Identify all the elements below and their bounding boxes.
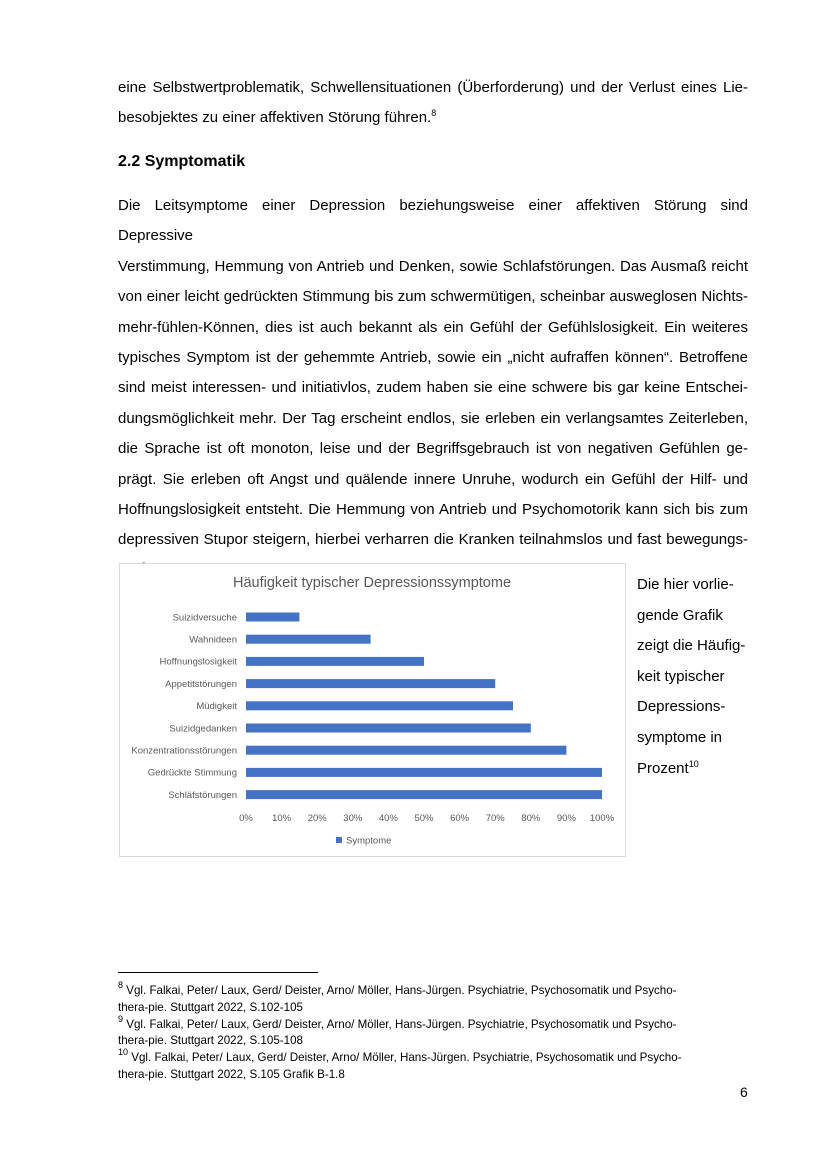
caption-line: gende Grafik — [637, 606, 723, 624]
caption-line-last: Prozent$^{10}$ — [637, 758, 699, 777]
footnote-10 — [118, 1047, 748, 1084]
category-label: Wahnideen — [189, 634, 237, 646]
body-line: sind meist interessen- und initiativlos, zudem haben sie eine schwere bis gar keine Entschei- — [118, 379, 748, 397]
bar-suizidgedanken — [246, 724, 531, 733]
body-line: typisches Symptom ist der gehemmte Antrieb, sowie ein „nicht aufraffen können“. Betroffene — [118, 349, 748, 367]
intro-line: eine Selbstwertproblematik, Schwellensituationen (Überforderung) und der Verlust eines Lie- — [118, 79, 748, 96]
footnote-text: thera-pie. Stuttgart 2022, S.105-108 — [118, 1034, 303, 1048]
footnote-ref-8[interactable]: 8 — [431, 108, 437, 119]
footnote-8 — [118, 980, 748, 1017]
footnote-text: Vgl. Falkai, Peter/ Laux, Gerd/ Deister, Arno/ Möller, Hans-Jürgen. Psychiatrie, Psychosomatik und Psycho- — [126, 1017, 677, 1031]
x-tick-label: 0% — [239, 813, 253, 824]
body-line: von einer leicht gedrückten Stimmung bis zum schwermütigen, scheinbar ausweglosen Nichts- — [118, 288, 748, 306]
footnote-number: 10 — [118, 1047, 129, 1058]
legend-label: Symptome — [346, 835, 392, 847]
symptomatik-paragraph — [118, 191, 748, 586]
chart-svg — [120, 564, 625, 856]
bar-konzentrationsstörungen — [246, 746, 566, 755]
chart-category-labels — [131, 612, 237, 801]
category-label: Schläfstörungen — [168, 789, 237, 801]
body-line: prägt. Sie erleben oft Angst und quälende innere Unruhe, wodurch ein Gefühl der Hilf- und — [118, 470, 748, 488]
x-tick-label: 100% — [589, 813, 615, 824]
body-line: Die Leitsymptome einer Depression beziehungsweise einer affektiven Störung sind Depressive — [118, 197, 748, 245]
bar-wahnideen — [246, 635, 371, 644]
chart-title: Häufigkeit typischer Depressionssymptome — [232, 575, 512, 591]
chart-bars — [246, 613, 602, 800]
x-tick-label: 60% — [450, 813, 470, 824]
footnote-text: Vgl. Falkai, Peter/ Laux, Gerd/ Deister, Arno/ Möller, Hans-Jürgen. Psychiatrie, Psychosomatik und Psycho- — [126, 984, 677, 997]
footnote-9 — [118, 1013, 748, 1051]
page-number: 6 — [740, 1084, 748, 1100]
x-tick-label: 30% — [343, 813, 363, 824]
footnote-separator — [118, 972, 318, 973]
category-label: Appetitstörungen — [165, 678, 237, 690]
footnote-text: thera-pie. Stuttgart 2022, S.105 Grafik B-1.8 — [118, 1067, 345, 1081]
caption-line: keit typischer — [637, 667, 725, 685]
intro-paragraph — [118, 73, 748, 134]
footnote-number: 8 — [118, 980, 124, 990]
body-line: depressiven Stupor steigern, hierbei verharren die Kranken teilnahmslos und fast bewegungs- — [118, 531, 748, 549]
symptom-frequency-chart — [119, 563, 626, 857]
legend-swatch — [336, 837, 342, 843]
footnote-number: 9 — [118, 1013, 124, 1024]
category-label: Müdigkeit — [196, 701, 237, 713]
category-label: Suizidgedanken — [169, 723, 237, 735]
x-tick-label: 70% — [485, 813, 505, 824]
x-tick-label: 80% — [521, 813, 541, 824]
footnote-text: thera-pie. Stuttgart 2022, S.102-105 — [118, 1000, 303, 1014]
caption-line: Depressions- — [637, 698, 726, 716]
bar-appetitstörungen — [246, 679, 495, 688]
chart-x-tick-labels — [239, 813, 615, 824]
category-label: Hoffnungslosigkeit — [159, 656, 237, 668]
footnotes — [118, 980, 748, 1084]
bar-schläfstörungen — [246, 790, 602, 799]
caption-line: zeigt die Häufig- — [637, 637, 746, 655]
x-tick-label: 20% — [307, 813, 327, 824]
body-line: die Sprache ist oft monoton, leise und der Begriffsgebrauch ist von negativen Gefühlen ge- — [118, 440, 748, 458]
intro-line-last: besobjektes zu einer affektiven Störung führen.$^8$ — [118, 108, 437, 127]
chart-caption-text — [637, 570, 752, 784]
section-heading: 2.2 Symptomatik — [118, 153, 246, 170]
bar-suizidversuche — [246, 613, 299, 622]
category-label: Konzentrationsstörungen — [131, 745, 237, 757]
body-line: Verstimmung, Hemmung von Antrieb und Denken, sowie Schlafstörungen. Das Ausmaß reicht — [118, 257, 748, 275]
category-label: Gedrückte Stimmung — [147, 767, 237, 779]
bar-müdigkeit — [246, 701, 513, 710]
body-line: Hoffnungslosigkeit entsteht. Die Hemmung von Antrieb und Psychomotorik kann sich bis zum — [118, 501, 748, 519]
body-line: dungsmöglichkeit mehr. Der Tag erscheint endlos, sie erleben ein verlangsamtes Zeiterleben, — [118, 409, 748, 427]
bar-hoffnungslosigkeit — [246, 657, 424, 666]
caption-line: Die hier vorlie- — [637, 576, 734, 593]
x-tick-label: 40% — [378, 813, 398, 824]
footnote-ref-10[interactable]: 10 — [688, 758, 699, 769]
x-tick-label: 90% — [556, 813, 576, 824]
footnote-text: Vgl. Falkai, Peter/ Laux, Gerd/ Deister, Arno/ Möller, Hans-Jürgen. Psychiatrie, Psychosomatik und Psycho- — [131, 1051, 682, 1065]
x-tick-label: 50% — [414, 813, 434, 824]
x-tick-label: 10% — [272, 813, 292, 824]
caption-line: symptome in — [637, 728, 723, 746]
body-line: mehr-fühlen-Können, dies ist auch bekannt als ein Gefühl der Gefühlslosigkeit. Ein weiteres — [118, 318, 748, 336]
bar-gedrückte-stimmung — [246, 768, 602, 777]
category-label: Suizidversuche — [172, 612, 237, 624]
